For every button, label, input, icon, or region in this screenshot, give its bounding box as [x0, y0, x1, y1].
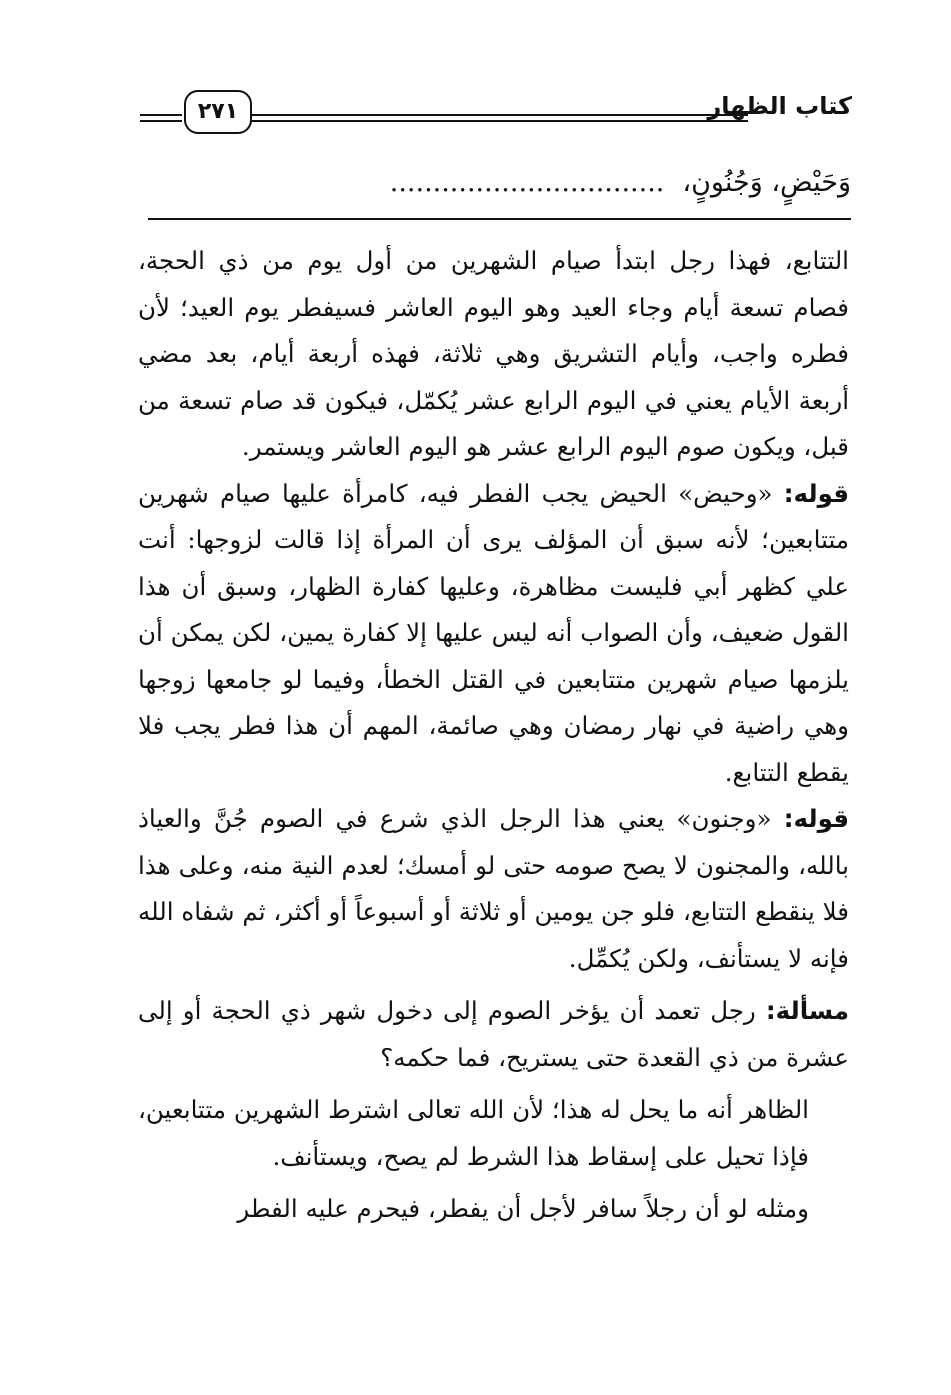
paragraph-label: مسألة: [765, 996, 850, 1025]
paragraph-label: قوله: [783, 804, 849, 833]
paragraph [138, 471, 849, 797]
paragraph [138, 796, 849, 982]
page-number: ٢٧١ [184, 90, 252, 134]
matn-divider [148, 218, 851, 220]
header-rule-left [140, 114, 182, 122]
paragraph-text: الظاهر أنه ما يحل له هذا؛ لأن الله تعالى اشترط الشهرين متتابعين، فإذا تحيل على إسقاط هذا الشرط لم يصح، ويستأنف. [138, 1095, 809, 1171]
paragraph-text: «وحيض» الحيض يجب الفطر فيه، كامرأة عليها صيام شهرين متتابعين؛ لأنه سبق أن المؤلف يرى أن المرأة إذا قالت لزوجها: أنت علي كظهر أبي فليست مظاهرة، وعليها كفارة الظهار، وسبق أن هذا القول ضعيف، وأن الصواب أنه ليس عليها إلا كفارة يمين، لكن يمكن أن يلزمها صيام شهرين متتابعين في القتل الخطأ، وفيما لو جامعها زوجها وهي راضية في نهار رمضان وهي صائمة، المهم أن هذا فطر يجب فلا يقطع التتابع. [138, 478, 849, 787]
commentary-body [138, 238, 849, 1233]
matn-text: وَحَيْضٍ، وَجُنُونٍ، [682, 167, 851, 198]
paragraph [138, 988, 849, 1081]
paragraph [138, 238, 849, 471]
running-header [140, 88, 852, 134]
matn-line [140, 158, 851, 208]
paragraph-text: «وجنون» يعني هذا الرجل الذي شرع في الصوم جُنَّ والعياذ بالله، والمجنون لا يصح صومه حتى لو أمسك؛ لعدم النية منه، وعلى هذا فلا ينقطع التتابع، فلو جن يومين أو ثلاثة أو أسبوعاً أو أكثر، ثم شفاه الله فإنه لا يستأنف، ولكن يُكمِّل. [138, 804, 849, 973]
header-rule-right [250, 114, 748, 122]
paragraph-text: التتابع، فهذا رجل ابتدأ صيام الشهرين من أول يوم من ذي الحجة، فصام تسعة أيام وجاء العيد وهو اليوم العاشر فسيفطر يوم العيد؛ لأن فطره واجب، وأيام التشريق وهي ثلاثة، فهذه أربعة أيام، بعد مضي أربعة الأيام يعني في اليوم الرابع عشر يُكمّل، فيكون قد صام تسعة من قبل، ويكون صوم اليوم الرابع عشر هو اليوم العاشر ويستمر. [138, 246, 849, 461]
paragraph [138, 1087, 849, 1180]
paragraph-label: قوله: [783, 478, 849, 508]
book-title: كتاب الظهار [707, 92, 852, 120]
matn-dots: ................................ [389, 167, 665, 198]
paragraph-text: رجل تعمد أن يؤخر الصوم إلى دخول شهر ذي الحجة أو إلى عشرة من ذي القعدة حتى يستريح، فما حكمه؟ [138, 996, 849, 1072]
paragraph-text: ومثله لو أن رجلاً سافر لأجل أن يفطر، فيحرم عليه الفطر [237, 1194, 809, 1223]
paragraph [138, 1186, 849, 1233]
